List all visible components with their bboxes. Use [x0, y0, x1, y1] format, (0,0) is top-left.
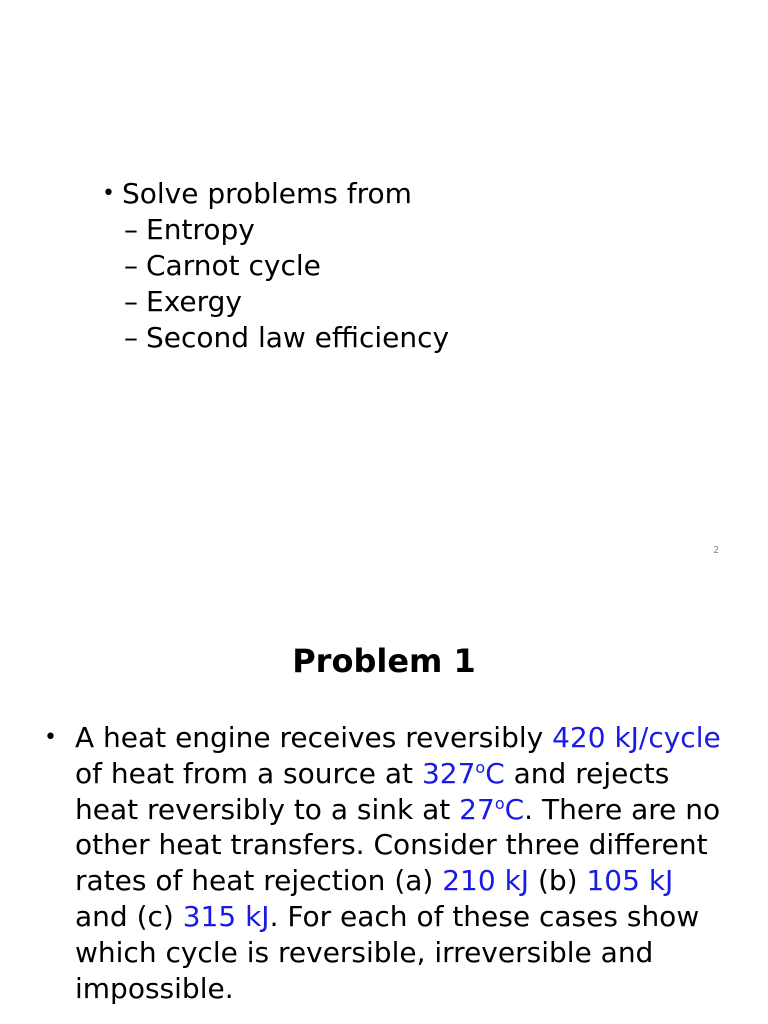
page-number: 2 [713, 545, 720, 556]
highlight-heat-input: 420 kJ/cycle [552, 721, 721, 754]
highlight-sink-temp: 27$^o$C [459, 792, 525, 826]
sub-item-entropy: – Entropy [124, 213, 255, 246]
highlight-case-b: 105 kJ [586, 864, 674, 898]
sub-item-carnot-cycle: – Carnot cycle [124, 249, 321, 282]
bullet-dot: • [102, 181, 115, 206]
objectives-list [102, 176, 449, 356]
bullet-item [102, 176, 449, 212]
slide-problem-1 [0, 576, 768, 1024]
sub-item-second-law-efficiency: – Second law efficiency [124, 321, 450, 354]
bullet-text: Solve problems from [122, 177, 412, 210]
problem-text: A heat engine receives reversibly 420 kJ/cycle of heat from a source at 327$^o$C and rejects heat reversibly to a sink at 27$^o$C. There are no other heat transfers. Consider three different rates of heat rejection (a) 210 kJ (b) 105 kJ and (c) 315 kJ. For each of these cases show which cycle is reversible, irreversible and impossible. [75, 721, 721, 1005]
sub-item-exergy: – Exergy [124, 285, 242, 318]
page-title: Problem 1 [292, 642, 476, 680]
highlight-case-c: 315 kJ [182, 899, 270, 933]
bullet-dot: • [44, 725, 57, 750]
highlight-source-temp: 327$^o$C [421, 756, 505, 790]
highlight-case-a: 210 kJ [442, 864, 530, 898]
sub-list [102, 212, 449, 356]
problem-statement [44, 720, 724, 1006]
